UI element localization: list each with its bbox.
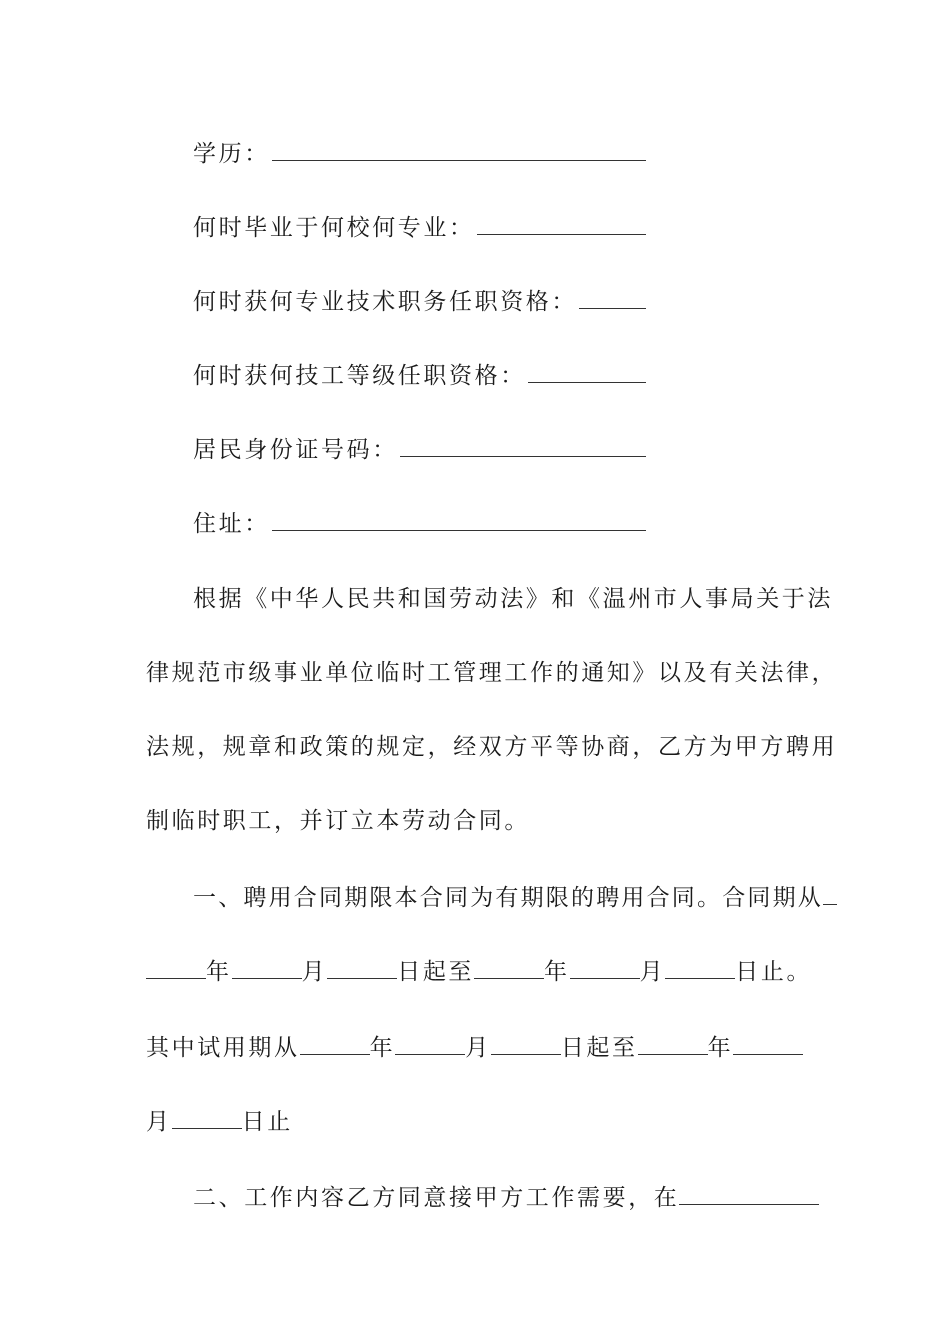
technician-grade-blank[interactable] <box>528 360 646 383</box>
address-label: 住址： <box>193 511 270 537</box>
professional-title-field <box>193 286 646 317</box>
contract-start-blank[interactable] <box>823 882 837 905</box>
probation-end-year-blank[interactable] <box>638 1032 708 1055</box>
month-text: 月 <box>639 959 666 985</box>
graduation-field <box>193 212 646 243</box>
day-from-text: 日起至 <box>397 959 475 985</box>
month-text: 月 <box>301 959 328 985</box>
address-field <box>193 508 646 539</box>
probation-start-year-blank[interactable] <box>300 1032 370 1055</box>
education-label: 学历： <box>193 141 270 167</box>
id-number-field <box>193 434 646 465</box>
probation-end-month-blank[interactable] <box>733 1032 803 1055</box>
paragraph1-line1: 根据《中华人民共和国劳动法》和《温州市人事局关于法 <box>193 586 833 612</box>
day-from-text: 日起至 <box>560 1035 638 1061</box>
probation-prefix: 其中试用期从 <box>146 1035 300 1061</box>
clause1-line4 <box>146 1106 810 1137</box>
professional-title-label: 何时获何专业技术职务任职资格： <box>193 289 577 315</box>
probation-end-day-blank[interactable] <box>172 1106 242 1129</box>
month-text: 月 <box>465 1035 491 1061</box>
technician-grade-field <box>193 360 646 391</box>
id-number-label: 居民身份证号码： <box>193 437 398 463</box>
technician-grade-label: 何时获何技工等级任职资格： <box>193 363 526 389</box>
work-place-blank[interactable] <box>679 1182 819 1205</box>
education-blank[interactable] <box>272 138 646 161</box>
year-text: 年 <box>707 1035 734 1061</box>
graduation-label: 何时毕业于何校何专业： <box>193 215 475 241</box>
contract-end-day-blank[interactable] <box>665 956 735 979</box>
month-text: 月 <box>146 1109 172 1135</box>
day-end-text: 日止。 <box>735 959 813 985</box>
address-blank[interactable] <box>272 508 646 531</box>
clause1-text: 一、聘用合同期限本合同为有期限的聘用合同。合同期从 <box>193 885 823 911</box>
contract-end-year-blank[interactable] <box>474 956 544 979</box>
clause2-text: 二、工作内容乙方同意接甲方工作需要，在 <box>193 1185 680 1211</box>
paragraph1-line2: 律规范市级事业单位临时工管理工作的通知》以及有关法律， <box>146 660 838 686</box>
contract-start-year-blank[interactable] <box>146 956 206 979</box>
clause1-line1 <box>193 882 857 913</box>
year-text: 年 <box>544 959 570 985</box>
paragraph1-line3: 法规，规章和政策的规定，经双方平等协商，乙方为甲方聘用 <box>146 734 838 760</box>
contract-start-day-blank[interactable] <box>327 956 397 979</box>
clause2-line1 <box>193 1182 857 1213</box>
day-stop-text: 日止 <box>241 1109 293 1135</box>
probation-start-month-blank[interactable] <box>395 1032 465 1055</box>
id-number-blank[interactable] <box>400 434 646 457</box>
clause1-line3 <box>146 1032 810 1063</box>
contract-start-month-blank[interactable] <box>232 956 302 979</box>
graduation-blank[interactable] <box>477 212 646 235</box>
clause1-line2 <box>146 956 813 987</box>
probation-start-day-blank[interactable] <box>491 1032 561 1055</box>
professional-title-blank[interactable] <box>579 286 646 309</box>
year-text: 年 <box>206 959 232 985</box>
paragraph1-line4: 制临时职工，并订立本劳动合同。 <box>146 808 530 834</box>
contract-end-month-blank[interactable] <box>570 956 640 979</box>
year-text: 年 <box>369 1035 396 1061</box>
education-field <box>193 138 646 169</box>
